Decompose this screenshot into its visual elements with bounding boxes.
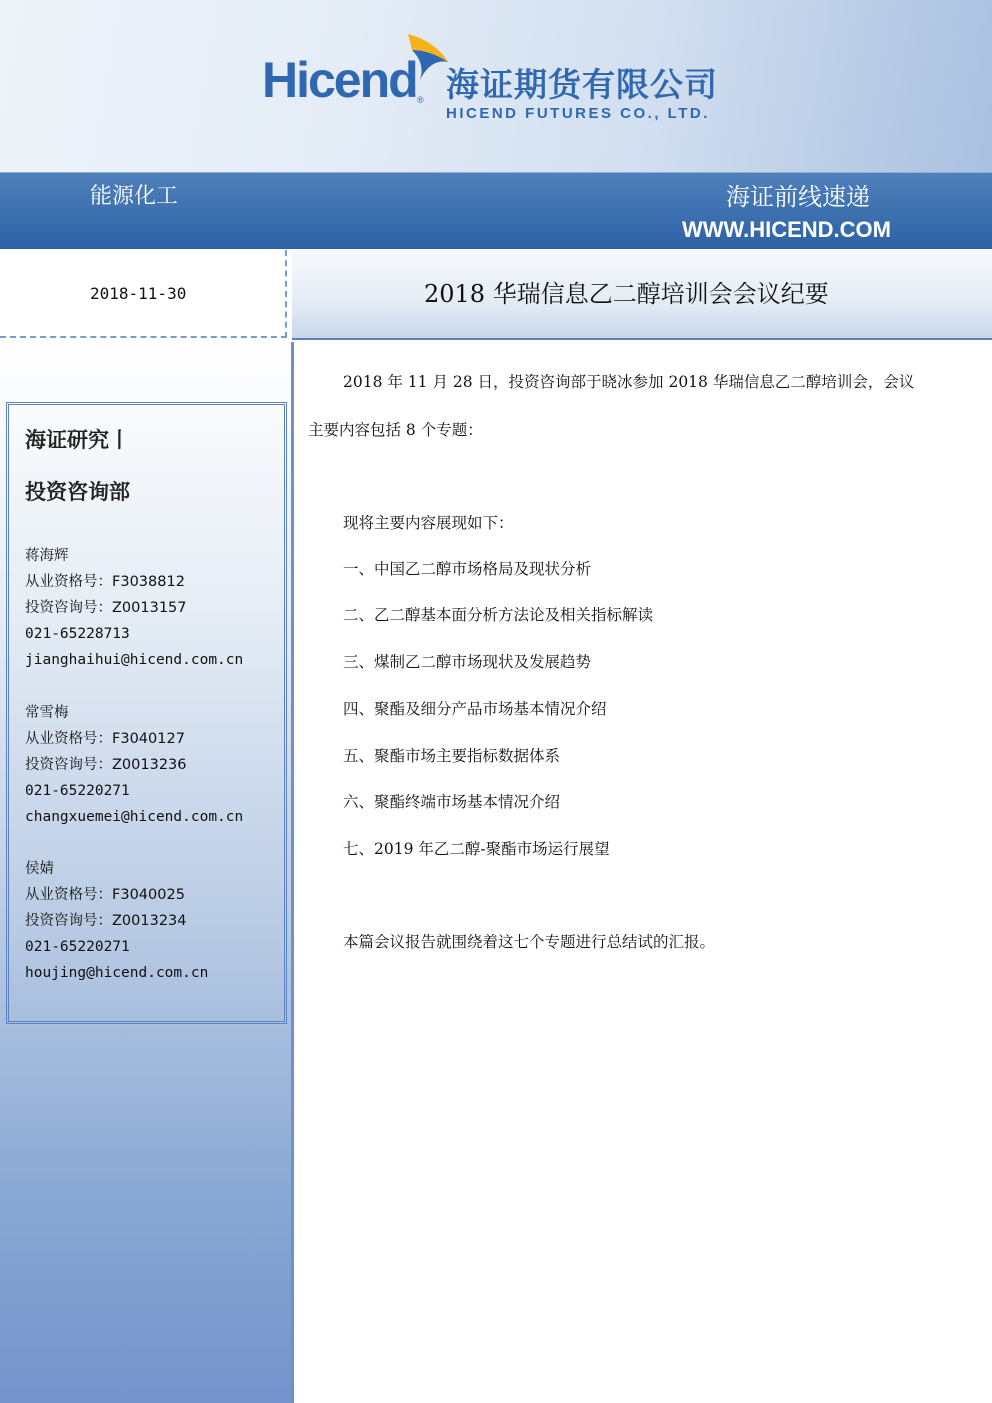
department-line-1: 海证研究丨 <box>25 428 130 452</box>
contact-phone: 021-65228713 <box>25 626 130 642</box>
contact-qualification: 从业资格号：F3040025 <box>25 887 185 903</box>
series-label: 海证前线速递 <box>726 183 870 211</box>
intro-paragraph-line-1: 2018 年 11 月 28 日，投资咨询部于晓冰参加 2018 华瑞信息乙二醇培训会，会议 <box>343 373 915 391</box>
contact-consulting-number: 投资咨询号：Z0013236 <box>25 757 187 773</box>
topic-item: 一、中国乙二醇市场格局及现状分析 <box>343 560 592 578</box>
conclusion-sentence: 本篇会议报告就围绕着这七个专题进行总结试的汇报。 <box>343 933 716 951</box>
logo-company-name-cn: 海证期货有限公司 <box>446 65 718 104</box>
contact-email[interactable]: jianghaihui@hicend.com.cn <box>25 652 244 668</box>
contact-card <box>25 856 208 986</box>
topic-item: 三、煤制乙二醇市场现状及发展趋势 <box>343 653 592 671</box>
department-line-2: 投资咨询部 <box>25 480 130 504</box>
contact-qualification: 从业资格号：F3040127 <box>25 731 185 747</box>
contact-phone: 021-65220271 <box>25 783 130 799</box>
logo-registered-mark: ® <box>417 95 424 105</box>
topic-item: 七、2019 年乙二醇-聚酯市场运行展望 <box>343 840 610 858</box>
contact-consulting-number: 投资咨询号：Z0013234 <box>25 913 187 929</box>
contact-name: 侯婧 <box>25 861 54 877</box>
topic-item: 六、聚酯终端市场基本情况介绍 <box>343 793 561 811</box>
contact-card <box>25 543 243 673</box>
contact-phone: 021-65220271 <box>25 939 130 955</box>
sidebar-divider <box>291 342 294 1403</box>
category-label: 能源化工 <box>90 184 179 209</box>
contact-email[interactable]: houjing@hicend.com.cn <box>25 965 209 981</box>
contact-card <box>25 700 243 830</box>
intro-paragraph-line-2: 主要内容包括 8 个专题： <box>308 421 483 439</box>
logo-wordmark: Hicend <box>262 52 417 108</box>
topic-item: 四、聚酯及细分产品市场基本情况介绍 <box>343 700 607 718</box>
contact-name: 常雪梅 <box>25 705 69 721</box>
report-title: 2018 华瑞信息乙二醇培训会会议纪要 <box>424 280 829 308</box>
logo-company-name-en: HICEND FUTURES CO., LTD. <box>446 105 710 122</box>
topic-item: 五、聚酯市场主要指标数据体系 <box>343 747 561 765</box>
contact-name: 蒋海辉 <box>25 548 69 564</box>
report-date: 2018-11-30 <box>90 284 187 303</box>
lead-sentence: 现将主要内容展现如下： <box>343 514 514 532</box>
topic-item: 二、乙二醇基本面分析方法论及相关指标解读 <box>343 606 654 624</box>
contact-email[interactable]: changxuemei@hicend.com.cn <box>25 809 244 825</box>
contact-consulting-number: 投资咨询号：Z0013157 <box>25 600 187 616</box>
contact-qualification: 从业资格号：F3038812 <box>25 574 185 590</box>
website-url: WWW.HICEND.COM <box>682 217 891 242</box>
